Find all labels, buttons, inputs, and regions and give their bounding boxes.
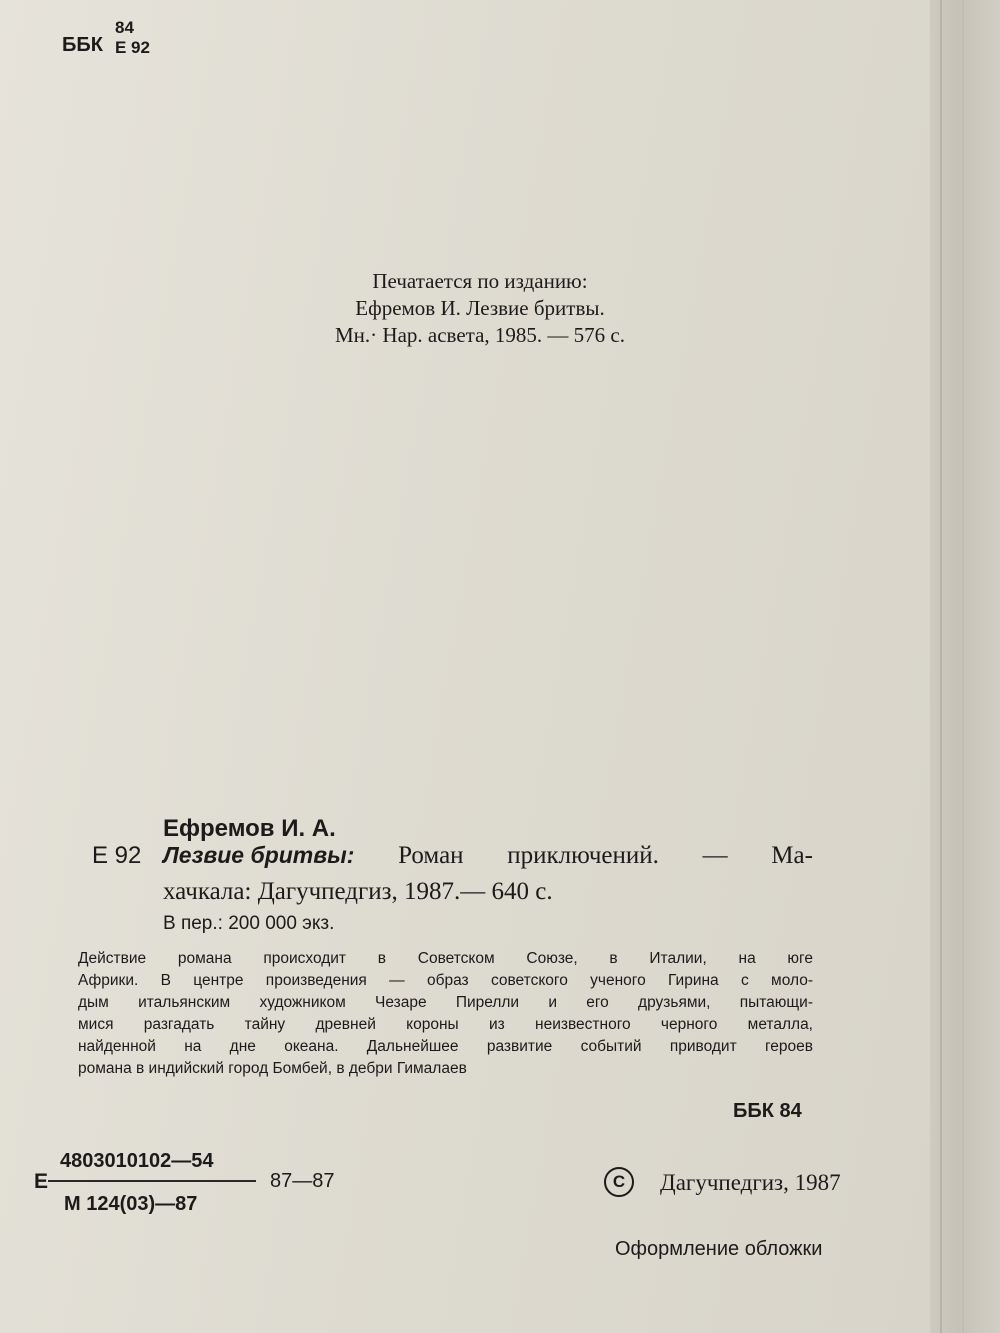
isbn-denominator: М 124(03)—87: [64, 1193, 198, 1215]
bbk-bottom: ББК 84: [733, 1100, 802, 1122]
annotation-line: найденной на дне океана. Дальнейшее развитие событий приводит героев: [78, 1038, 813, 1055]
page-edge-line: [940, 0, 942, 1333]
catalog-word: приключений.: [507, 842, 659, 869]
isbn-numerator: 4803010102—54: [60, 1150, 214, 1172]
catalog-subtitle: Роман: [398, 842, 464, 869]
copyright-text: Дагучпедгиз, 1987: [660, 1170, 841, 1195]
catalog-title: Лезвие бритвы:: [163, 842, 355, 868]
isbn-fraction-bar: [48, 1180, 256, 1182]
bbk-codes-top: [115, 18, 150, 58]
printed-from-line-3: Мн.· Нар. асвета, 1985. — 576 с.: [335, 323, 625, 347]
annotation-text: [78, 948, 813, 1080]
cover-credit: Оформление обложки: [615, 1238, 823, 1260]
isbn-prefix: Е: [34, 1170, 49, 1193]
catalog-code: Е 92: [92, 842, 142, 869]
annotation-line: романа в индийский город Бомбей, в дебри Гималаев: [78, 1060, 467, 1077]
annotation-line: дым итальянским художником Чезаре Пирелли и его друзьями, пытающи-: [78, 994, 813, 1011]
catalog-author: Ефремов И. А.: [163, 815, 336, 842]
bbk-label-top: ББК: [62, 34, 103, 56]
copyright-icon: C: [604, 1167, 634, 1197]
catalog-title-line: [163, 842, 813, 870]
catalog-dash: —: [702, 842, 728, 869]
annotation-line: Действие романа происходит в Советском Союзе, в Италии, на юге: [78, 950, 813, 967]
bbk-code: 84: [115, 18, 134, 37]
annotation-line: Африки. В центре произведения — образ советского ученого Гирина с моло-: [78, 972, 813, 989]
catalog-copies: В пер.: 200 000 экз.: [163, 913, 335, 934]
author-code: Е 92: [115, 38, 150, 57]
annotation-line: мися разгадать тайну древней короны из неизвестного черного металла,: [78, 1016, 813, 1033]
isbn-suffix: 87—87: [270, 1170, 335, 1192]
catalog-publisher-line: хачкала: Дагучпедгиз, 1987.— 640 с.: [163, 878, 553, 905]
printed-from-line-2: Ефремов И. Лезвие бритвы.: [355, 296, 605, 320]
printed-from-block: [300, 268, 660, 349]
printed-from-line-1: Печатается по изданию:: [372, 269, 588, 293]
page-edge-line: [962, 0, 964, 1333]
catalog-word: Ма-: [771, 842, 813, 869]
